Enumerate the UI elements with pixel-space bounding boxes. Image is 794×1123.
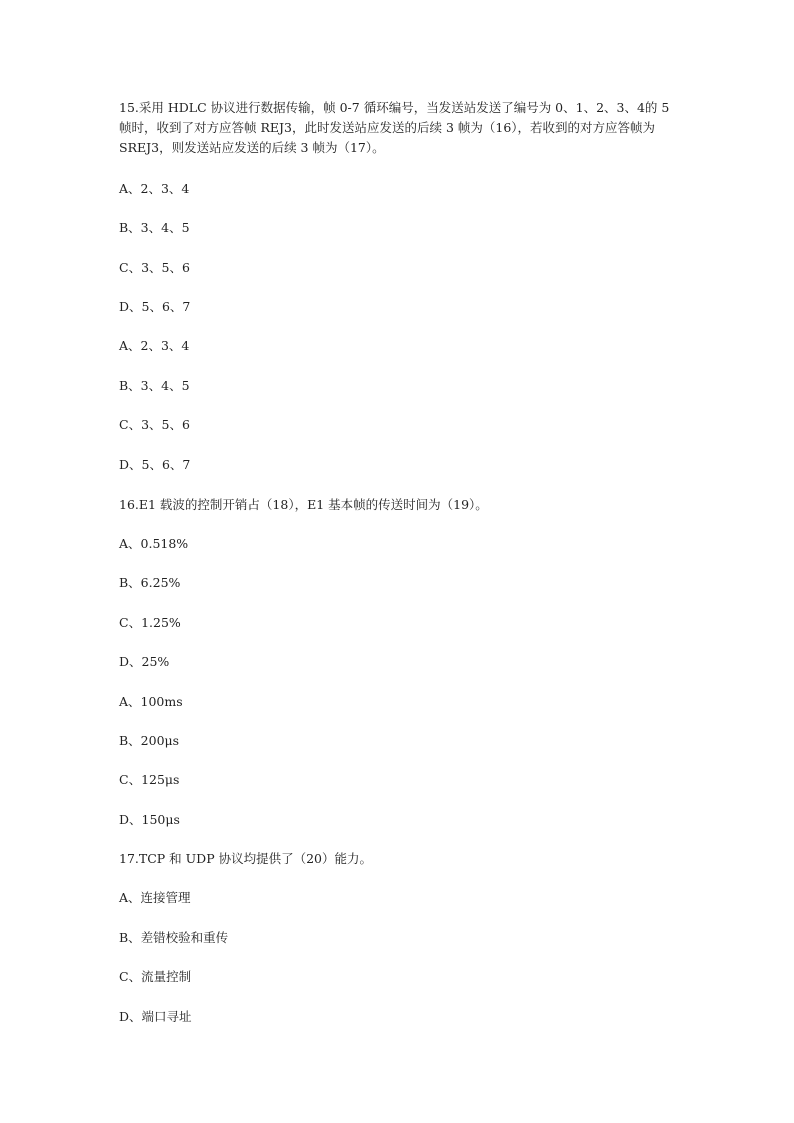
q15-option-4: D、5、6、7 — [119, 299, 191, 314]
question-17-stem: 17.TCP 和 UDP 协议均提供了（20）能力。 — [119, 851, 372, 866]
q16-option-4: D、25% — [119, 654, 170, 669]
q15-option-5: A、2、3、4 — [119, 338, 190, 353]
q15-option-8: D、5、6、7 — [119, 457, 191, 472]
q16-option-5: A、100ms — [119, 694, 183, 709]
q15-option-2: B、3、4、5 — [119, 220, 190, 235]
question-16-stem: 16.E1 载波的控制开销占（18），E1 基本帧的传送时间为（19）。 — [119, 497, 488, 512]
q17-option-2: B、差错校验和重传 — [119, 930, 229, 945]
q17-option-1: A、连接管理 — [119, 890, 191, 905]
q16-option-3: C、1.25% — [119, 615, 181, 630]
q16-option-1: A、0.518% — [119, 536, 189, 551]
q15-option-7: C、3、5、6 — [119, 417, 190, 432]
q16-option-6: B、200μs — [119, 733, 180, 748]
q16-option-2: B、6.25% — [119, 575, 181, 590]
q15-option-3: C、3、5、6 — [119, 260, 190, 275]
q15-option-6: B、3、4、5 — [119, 378, 190, 393]
q16-option-7: C、125μs — [119, 772, 180, 787]
q15-option-1: A、2、3、4 — [119, 181, 190, 196]
q17-option-4: D、端口寻址 — [119, 1009, 192, 1024]
q16-option-8: D、150μs — [119, 812, 180, 827]
q17-option-3: C、流量控制 — [119, 969, 192, 984]
question-15-stem: 15.采用 HDLC 协议进行数据传输，帧 0-7 循环编号，当发送站发送了编号为 0、1、2、3、4的 5 帧时，收到了对方应答帧 REJ3，此时发送站应发送的后续 3 帧为（16），若收到的对方应答帧为 SREJ3，则发送站应发送的后续 3 帧为（17）。 — [119, 100, 670, 155]
